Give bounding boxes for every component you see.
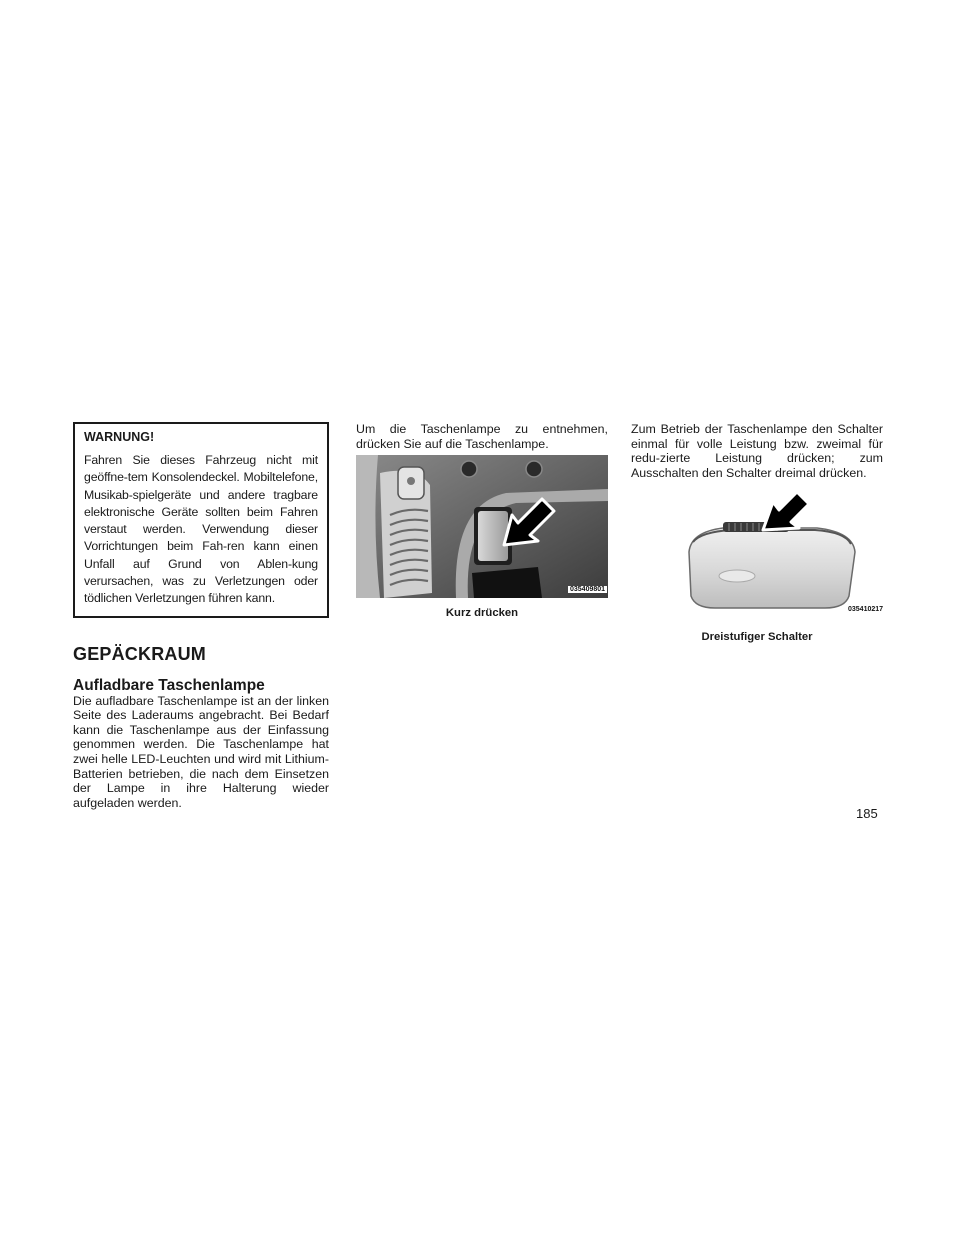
figure-switch <box>631 492 883 643</box>
middle-column <box>356 422 608 619</box>
figure-code: 035410217 <box>848 606 884 614</box>
figure-flashlight-holder <box>356 455 608 619</box>
warning-title: WARNUNG! <box>84 430 155 444</box>
figure-caption: Dreistufiger Schalter <box>701 631 813 644</box>
flashlight-holder-illustration <box>356 455 608 598</box>
section-title: GEPÄCKRAUM <box>73 643 207 664</box>
operating-instructions: Zum Betrieb der Taschenlampe den Schalter einmal für volle Leistung bzw. zweimal für redu-zierte Leistung drücken; zum Ausschalten den Schalter dreimal drücken. <box>631 422 883 480</box>
right-column <box>631 422 883 643</box>
page-number: 185 <box>856 806 878 821</box>
figure-caption: Kurz drücken <box>445 607 519 620</box>
warning-box <box>73 422 329 618</box>
warning-text: Fahren Sie dieses Fahrzeug nicht mit geöffne-tem Konsolendeckel. Mobiltelefone, Musikab-spielgeräte und andere tragbare elektronische Geräte sollten beim Fahren verstaut werden. Verwendung dieser Vorrichtungen beim Fah-ren kann einen Unfall auf Grund von Ablen-kung verursachen, was zu Verletzungen oder tödlichen Verletzungen führen kann. <box>84 453 318 606</box>
figure-code: 035409801 <box>570 586 606 594</box>
flashlight-switch-illustration <box>631 492 883 620</box>
remove-instructions: Um die Taschenlampe zu entnehmen, drücken Sie auf die Taschenlampe. <box>356 422 608 451</box>
left-column <box>73 422 329 810</box>
flashlight-description: Die aufladbare Taschenlampe ist an der linken Seite des Laderaums angebracht. Bei Bedarf kann die Taschenlampe aus der Einfassung genommen werden. Die Taschenlampe hat zwei helle LED-Leuchten und wird mit Lithium-Batterien betrieben, die nach dem Einsetzen der Lampe in ihre Halterung wieder aufgeladen werden. <box>73 693 329 810</box>
subsection-title: Aufladbare Taschenlampe <box>73 676 265 694</box>
